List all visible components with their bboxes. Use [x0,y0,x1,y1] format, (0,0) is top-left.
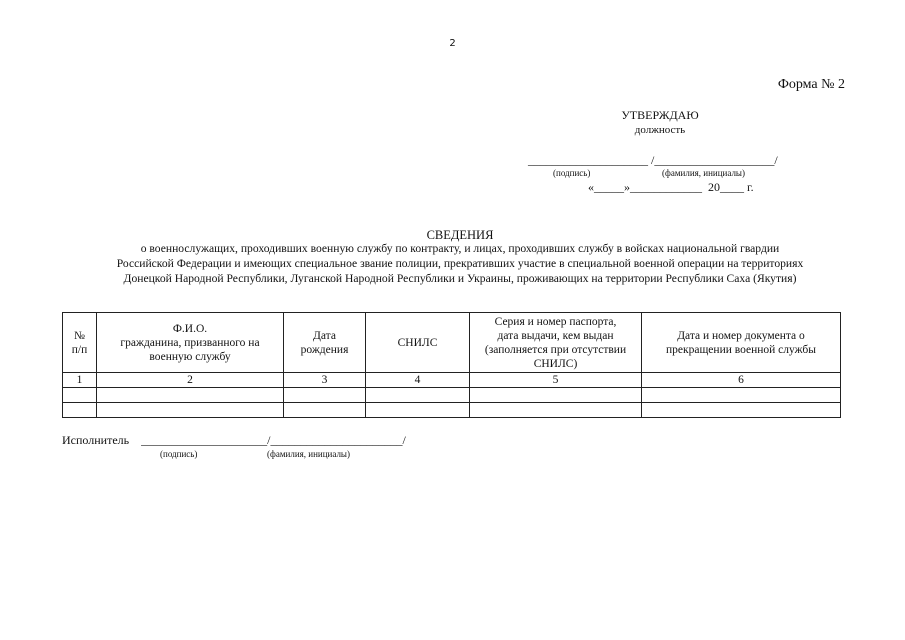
header-line: Серия и номер паспорта, [494,315,617,328]
executor-label: Исполнитель [62,433,130,447]
column-number: 6 [642,373,841,388]
table-cell[interactable] [642,403,841,418]
col-header-birthdate [284,313,366,373]
col-header-snils [366,313,470,373]
executor-signature-hint: (подпись) [160,449,198,459]
approval-date-line: «_____»____________ 20____ г. [588,180,754,194]
document-title: СВЕДЕНИЯ [426,228,494,242]
approval-block [600,108,720,138]
approval-title: УТВЕРЖДАЮ [621,108,699,122]
header-line: Дата [313,329,336,342]
table-cell[interactable] [284,403,366,418]
header-line: Дата и номер документа о [677,329,805,342]
table-row [63,388,841,403]
header-line: рождения [300,343,349,356]
approval-signature-hint: (подпись) [553,168,591,178]
column-number: 4 [366,373,470,388]
page-number: 2 [449,38,456,49]
subtitle-line: о военнослужащих, проходивших военную службу по контракту, и лицах, проходивших службу в войсках национальной гвардии [140,242,780,255]
subtitle-line: Российской Федерации и имеющих специальное звание полиции, прекративших участие в специальной военной операции на территориях [116,257,804,270]
approval-position: должность [634,124,686,136]
column-number: 5 [470,373,642,388]
table-cell[interactable] [63,388,97,403]
table-cell[interactable] [284,388,366,403]
executor-signature-line: _____________________/______________________/ [141,433,406,447]
table-cell[interactable] [366,388,470,403]
header-line: СНИЛС) [533,357,578,370]
header-line: гражданина, призванного на [120,336,260,349]
document-subtitle [60,241,860,286]
column-number: 2 [97,373,284,388]
table-cell[interactable] [470,403,642,418]
subtitle-line: Донецкой Народной Республики, Луганской Народной Республики и Украины, проживающих на территории Республики Саха (Якутия) [123,272,797,285]
column-number: 1 [63,373,97,388]
data-table [62,312,841,418]
header-line: прекращении военной службы [666,343,816,356]
col-header-discharge-doc [642,313,841,373]
table-cell[interactable] [97,388,284,403]
header-line: п/п [71,343,88,356]
header-line: дата выдачи, кем выдан [497,329,614,342]
header-line: (заполняется при отсутствии [484,343,627,356]
table-cell[interactable] [642,388,841,403]
form-number: Форма № 2 [777,77,845,92]
table-cell[interactable] [97,403,284,418]
table-header-row [63,313,841,373]
column-number: 3 [284,373,366,388]
col-header-number [63,313,97,373]
col-header-fio [97,313,284,373]
col-header-passport [470,313,642,373]
table-row [63,403,841,418]
header-line: СНИЛС [397,336,438,349]
approval-signature-line: ____________________ /____________________/ [528,153,778,167]
header-line: № [74,329,85,342]
executor-block [62,433,406,448]
table-cell[interactable] [366,403,470,418]
approval-name-hint: (фамилия, инициалы) [662,168,745,178]
table-cell[interactable] [470,388,642,403]
header-line: Ф.И.О. [172,322,208,335]
executor-name-hint: (фамилия, инициалы) [267,449,350,459]
column-numbers-row [63,373,841,388]
header-line: военную службу [149,350,231,363]
table-cell[interactable] [63,403,97,418]
